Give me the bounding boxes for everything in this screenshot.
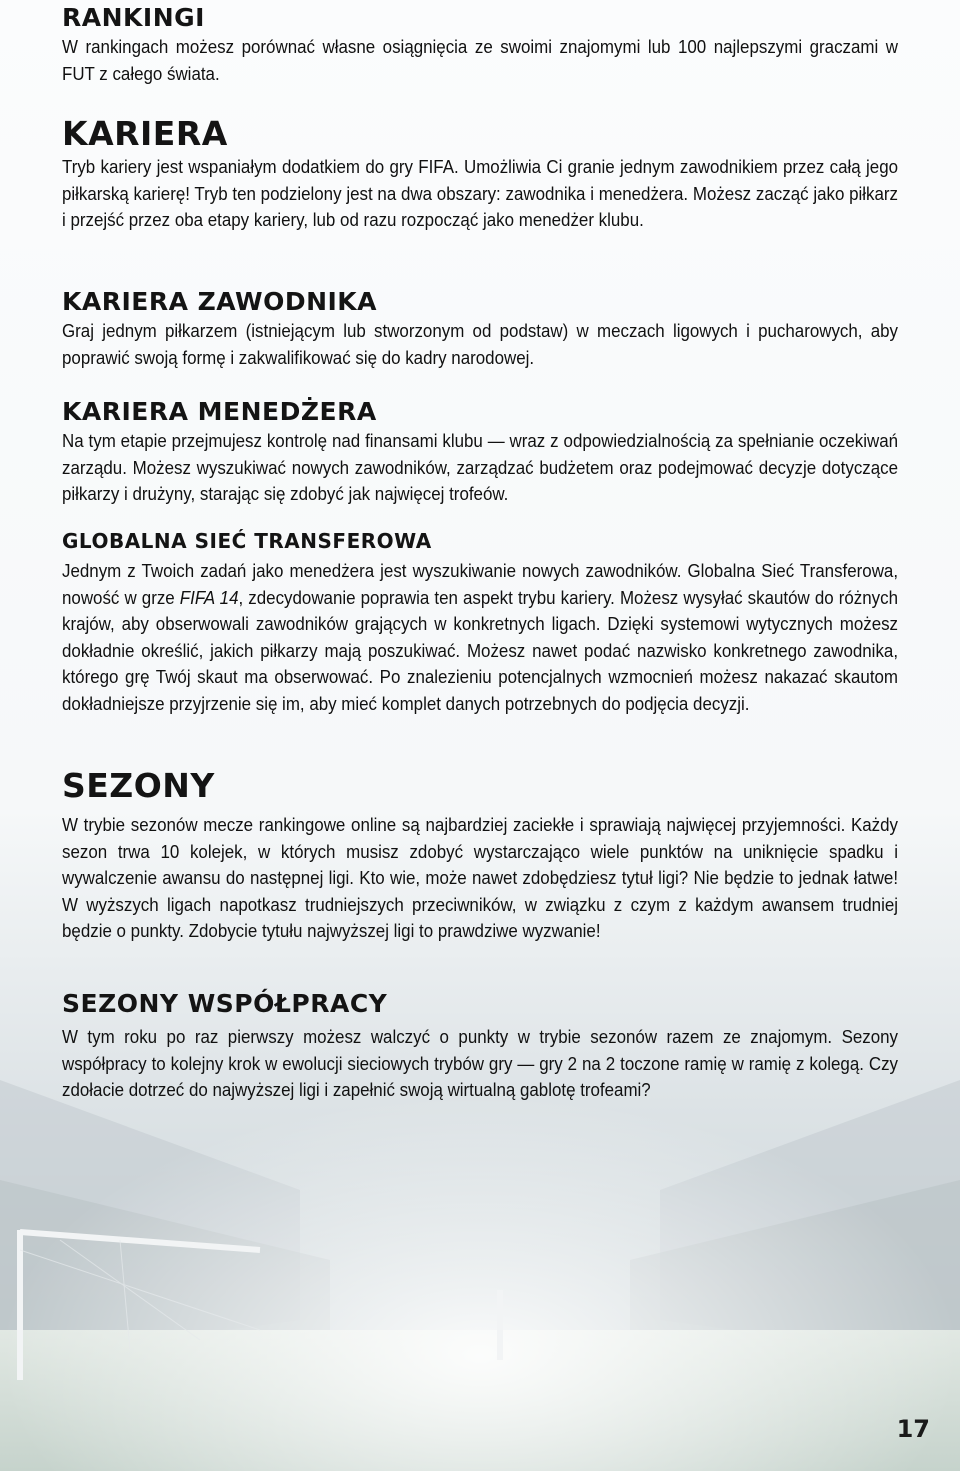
section-kariera-menedzera <box>62 396 898 508</box>
section-text: W rankingach możesz porównać własne osiągnięcia ze swoimi znajomymi lub 100 najlepszymi graczami w FUT z całego świata. <box>62 36 899 84</box>
section-sezony-wspolpracy <box>62 988 898 1104</box>
section-heading: KARIERA <box>62 114 228 153</box>
section-globalna-siec-transferowa <box>62 528 898 717</box>
section-kariera <box>62 114 898 234</box>
section-kariera-zawodnika <box>62 286 898 371</box>
section-sezony <box>62 766 898 945</box>
text-part: , zdecydowanie poprawia ten aspekt trybu kariery. Możesz wysyłać skautów do różnych krajów, aby obserwowali zawodników grających w konkretnych ligach. Dzięki systemowi wytycznych możesz dokładnie określić, jakich piłkarzy mają poszukiwać. Możesz nawet podać nazwisko konkretnego zawodnika, którego grę Twój skaut ma obserwować. Po znalezieniu potencjalnych wzmocnień możesz nakazać skautom dokładniejsze przyjrzenie się im, aby mieć komplet danych potrzebnych do podjęcia decyzji. <box>62 586 899 714</box>
page-number: 17 <box>896 1415 930 1443</box>
section-heading: RANKINGI <box>62 3 205 32</box>
section-text: Graj jednym piłkarzem (istniejącym lub stworzonym od podstaw) w meczach ligowych i pucharowych, aby poprawić swoją formę i zakwalifikować się do kadry narodowej. <box>62 320 899 368</box>
section-text: W trybie sezonów mecze rankingowe online są najbardziej zaciekłe i sprawiają najwięcej przyjemności. Każdy sezon trwa 10 kolejek, w których musisz zdobyć wystarczająco wiele punktów na uniknięcie spadku i wywalczenie awansu do następnej ligi. Kto wie, może nawet zdobędziesz tytuł ligi? Nie będzie to jednak łatwe! W wyższych ligach napotkasz trudniejszych przeciwników, w związku z czym z każdym awansem trudniej będzie o punkty. Zdobycie tytułu najwyższej ligi to prawdziwe wyzwanie! <box>62 814 899 941</box>
section-heading: SEZONY <box>62 766 215 805</box>
section-text: Na tym etapie przejmujesz kontrolę nad finansami klubu — wraz z odpowiedzialnością za spełnianie oczekiwań zarządu. Możesz wyszukiwać nowych zawodników, zarządzać budżetem oraz podejmować decyzje dotyczące piłkarzy i drużyny, starając się zdobyć jak najwięcej trofeów. <box>62 430 899 504</box>
section-heading: KARIERA MENEDŻERA <box>62 397 377 426</box>
section-heading: SEZONY WSPÓŁPRACY <box>62 989 388 1018</box>
section-heading: KARIERA ZAWODNIKA <box>62 287 378 316</box>
text-part: Jednym z Twoich zadań jako menedżera jest wyszukiwanie nowych zawodników. Globalna Sieć Transferowa, nowość w grze <box>62 560 899 608</box>
section-rankingi <box>62 2 898 87</box>
section-text: W tym roku po raz pierwszy możesz walczyć o punkty w trybie sezonów razem ze znajomym. Sezony współpracy to kolejny krok w ewolucji sieciowych trybów gry — gry 2 na 2 toczone ramię w ramię z kolegą. Czy zdołacie dotrzeć do najwyższej ligi i zapełnić swoją wirtualną gablotę trofeami? <box>62 1026 899 1100</box>
game-title: FIFA 14 <box>179 586 239 608</box>
section-heading: GLOBALNA SIEĆ TRANSFEROWA <box>62 529 432 553</box>
section-text <box>62 558 898 717</box>
section-text: Tryb kariery jest wspaniałym dodatkiem do gry FIFA. Umożliwia Ci granie jednym zawodnikiem przez całą jego piłkarską karierę! Tryb ten podzielony jest na dwa obszary: zawodnika i menedżera. Możesz zacząć jako piłkarz i przejść przez oba etapy kariery, lub od razu rozpocząć jako menedżer klubu. <box>62 156 899 230</box>
